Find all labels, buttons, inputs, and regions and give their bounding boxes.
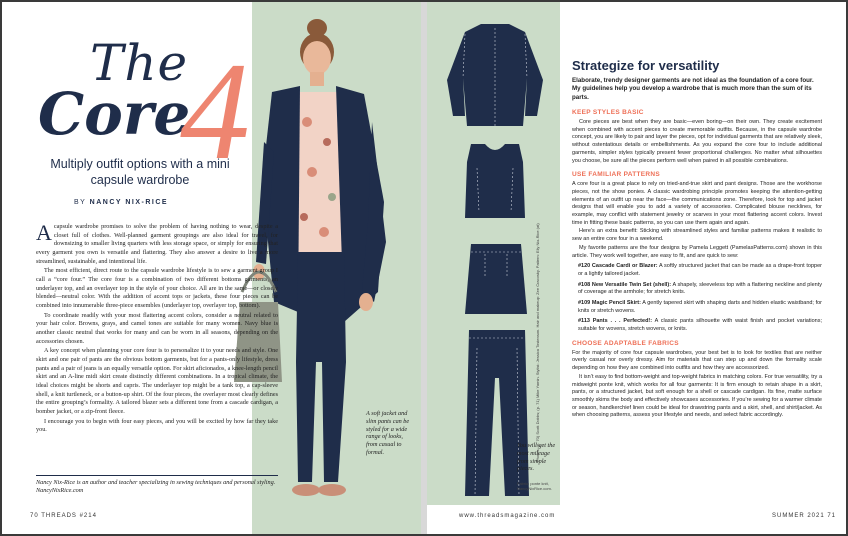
section-title: Strategize for versatility xyxy=(572,58,720,73)
fabric-credit: Fabric: ponte knit, NancyNixRice.com. xyxy=(517,481,552,492)
body-paragraph: It isn’t easy to find bottom-weight and top-weight fabrics in matching colors. For true versatility, try a midweight ponte knit, which works for all four garments: It is firm enough to retain shape in a skirt, pants, or a structured jacket, but soft enough for a shell or cascade cardigan. Its fine, matte surface smoothly skims the body and effectively showcases accessories. If you’re sewing for a warmer climate or season, handkerchief linen could be ideal for drawstring pants and a skirt, shell, and shirt/jacket. As when choosing patterns, assess your lifestyle and needs, and select fabric accordingly. xyxy=(572,373,822,419)
pattern-desc: A classic pants silhouette with waist finish and pocket variations; suitable for wovens, stretch wovens, or knits. xyxy=(578,318,822,332)
body-paragraph: A key concept when planning your core four is to personalize it to your needs and style. One skirt and one pair of pants are the obvious bottom garments, but for a pants-only lifestyle, dress pants and a pair of jeans is an equally versatile option. For skirt aficionados, a knee-length pencil skirt and an A-line midi skirt create distinctly different combinations. In a tropical climate, the ideal choices might be shorts and capris. The underlayer top might be a tank top, a cap-sleeve shell, a knit turtleneck, or a button-up shirt. Of the four pieces, the overlayer most clearly defines the entire grouping’s formality. A tailored blazer sets a different tone from a cascade cardigan, a bomber jacket, or a zip-front fleece. xyxy=(36,347,278,416)
pattern-item xyxy=(578,263,822,278)
pattern-name: #109 Magic Pencil Skirt: xyxy=(578,299,641,306)
title-four: 4 xyxy=(180,34,250,189)
title-core: Core xyxy=(38,80,191,148)
website-url: www.threadsmagazine.com xyxy=(459,513,556,519)
subheading: USE FAMILIAR PATTERNS xyxy=(572,171,661,179)
subheading: CHOOSE ADAPTABLE FABRICS xyxy=(572,339,679,347)
bio-divider xyxy=(36,475,278,476)
body-paragraph: Core pieces are best when they are basic—even boring—on their own. They create excitement when combined with accent pieces to create memorable outfits. Because, in the capsule wardrobe concept, you are likely to pair and layer the pieces, opt for individual garments that are relatively sleek, without ostentatious details or embellishments. As you expand the core four to include additional garments, simpler styles typically present fewer proportional challenges. No matter what silhouettes you choose, be sure all the pieces perform well when paired in all possible combinations. xyxy=(572,119,822,164)
photo-caption: You will get the most mileage from simple pieces. xyxy=(517,442,556,473)
left-page xyxy=(2,2,421,534)
right-page xyxy=(427,2,846,534)
pattern-item xyxy=(578,318,822,333)
pattern-name: #108 New Versatile Twin Set (shell): xyxy=(578,281,672,288)
section-intro: Elaborate, trendy designer garments are not ideal as the foundation of a core four. My guidelines help you develop a wardrobe that is much more than the sum of its parts. xyxy=(572,77,814,101)
pattern-desc: A softly structured jacket that can be made as a drape-front topper or a lightly tailored jacket. xyxy=(578,263,823,277)
article-body xyxy=(36,220,278,436)
author-bio: Nancy Nix-Rice is an author and teacher specializing in sewing techniques and personal styling. NancyNixRice.com xyxy=(36,479,276,495)
page-folio-left: 70 THREADS #214 xyxy=(30,513,97,519)
pants-photo xyxy=(463,328,531,500)
byline xyxy=(74,199,168,206)
body-paragraph: For the majority of core four capsule wardrobes, your best bet is to look for textiles that are neither overly casual nor overly dressy. Aim for materials that can step up and down the formality scale depending on how they are combined into outfits and how they are accessorized. xyxy=(572,349,822,372)
author-name: NANCY NIX-RICE xyxy=(89,199,169,206)
body-paragraph: Here’s an extra benefit: Sticking with streamlined styles and familiar patterns makes it realistic to sew an entire core four in a weekend. xyxy=(572,228,822,243)
photo-caption: A soft jacket and slim pants can be styled for a wide range of looks, from casual to formal. xyxy=(366,410,410,456)
body-paragraph: My favorite patterns are the four designs by Pamela Leggett (PamelasPatterns.com) shown in this article. They work well together, are easy to fit, and are quick to sew: xyxy=(572,244,822,259)
byline-prefix: BY xyxy=(74,199,90,206)
pattern-item xyxy=(578,282,822,297)
article-subtitle: Multiply outfit options with a mini capsule wardrobe xyxy=(50,157,230,187)
drop-cap: A xyxy=(36,220,52,245)
body-paragraph: A core four is a great place to rely on tried-and-true skirt and pant designs. Those are the workhorse pieces, not the show ponies. A classic wardrobing principle promotes keeping the attention-getting elements of an outfit up near the face—the communications zone. Therefore, look for top and jacket designs that will enable you to add a variety of accessories. Complicated blouse necklines, for example, may conflict with statement jewelry or scarves in your most flattering accent colors. Invest time in fitting these basic patterns, so you can use them again and again. xyxy=(572,181,822,226)
pattern-name: #120 Cascade Cardi or Blazer: xyxy=(578,263,658,270)
body-paragraph xyxy=(36,220,278,266)
sidebar-body xyxy=(572,103,822,421)
subheading: KEEP STYLES BASIC xyxy=(572,109,644,116)
pattern-name: #113 Pants . . . Perfected!: xyxy=(578,318,653,325)
pattern-desc: A shapely, sleeveless top with a flattering neckline and plenty of coverage at the armhole; for stretch knits. xyxy=(578,281,822,296)
page-folio-right: SUMMER 2021 71 xyxy=(772,513,837,519)
title-the: The xyxy=(90,34,189,92)
body-paragraph: I encourage you to begin with four easy pieces, and you will be excited by how far they take you. xyxy=(36,417,278,434)
body-paragraph: To coordinate readily with your most flattering accent colors, consider a neutral related to your hair color. Browns, grays, and camel tones are suitable for many women. Navy blue is another classic neutral that works for many and can be worn in all seasons, depending on the accessories chosen. xyxy=(36,311,278,345)
body-paragraph: The most efficient, direct route to the capsule wardrobe lifestyle is to sew a garment group I call a “core four.” The core four is a combination of two different bottoms garments, an underlayer top, and an overlayer top in the style of your choice. All are in the same—or closely blended—neutral color. With the addition of accent tops or jackets, these four pieces can be combined into innumerable three-piece ensembles (underlayer top, overlayer top, bottom). xyxy=(36,267,278,310)
pattern-item xyxy=(578,300,822,315)
pencil-skirt-photo xyxy=(463,242,529,318)
jacket-garment-photo xyxy=(445,20,545,130)
body-text: capsule wardrobe promises to solve the problem of having nothing to wear, despite a closet full of clothes. Well-planned garment groupings are also ideal for travel, for downsizing to smaller living quarters with less storage space, or simply for ensuring that every garment you own is versatile and flattering. They also answer a desire to live a more streamlined, sustainable, and intentional life. xyxy=(36,223,278,265)
photo-credit: Photos: (p. 70) Scott Dobbs; (p. 71) Mike Yamin. Stylist: Jessica Tostenson. Hair and makeup: Zee Cracosky. Pattern: Elly Nix-Rice (at) xyxy=(535,223,540,462)
shell-top-photo xyxy=(457,142,533,222)
pattern-desc: A gently tapered skirt with shaping darts and hidden elastic waistband; for knits or stretch wovens. xyxy=(578,299,822,314)
